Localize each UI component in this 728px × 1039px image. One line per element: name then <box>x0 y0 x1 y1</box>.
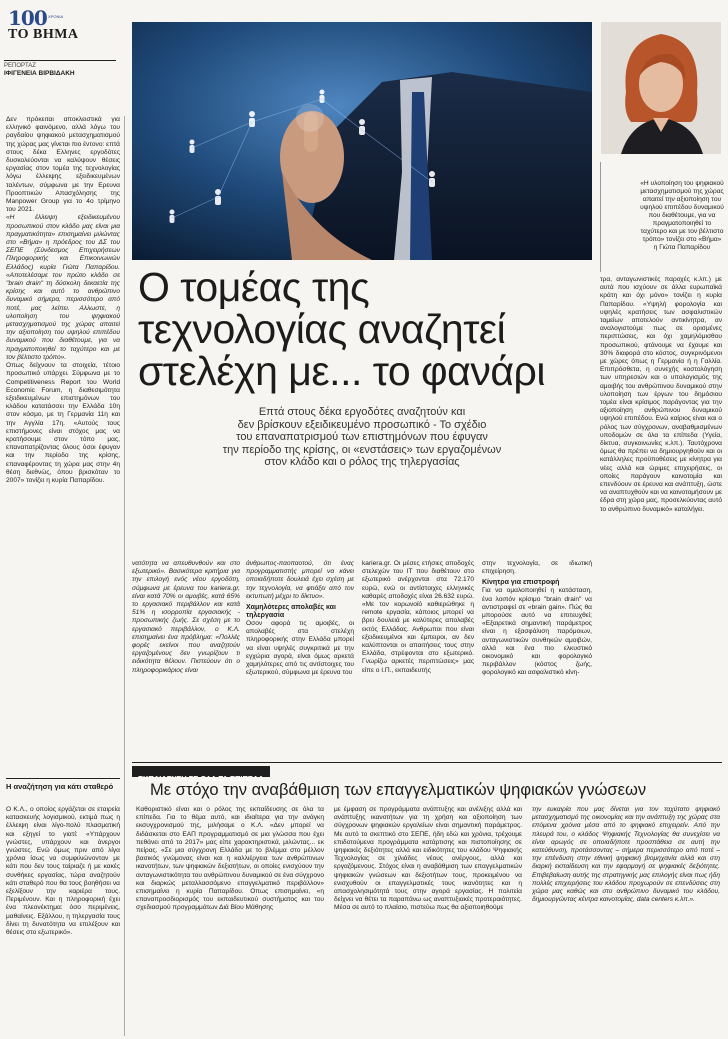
left-subhead: Η αναζήτηση για κάτι σταθερό <box>6 782 114 791</box>
right-column <box>600 276 722 756</box>
masthead-100: 100 <box>8 6 47 30</box>
masthead <box>4 6 124 46</box>
mid-column-2 <box>246 560 354 756</box>
box-kicker <box>132 766 270 783</box>
byline <box>4 63 116 77</box>
masthead-paper: ΤΟ ΒΗΜΑ <box>8 27 79 42</box>
portrait-photo <box>601 22 721 154</box>
standfirst-line: την περίοδο της κρίσης, οι «ενστάσεις» των εργαζομένων <box>222 443 502 456</box>
mid-paragraph-3: kariera.gr. Οι μέσες ετήσιες αποδοχές στελεχών του IT που διαθέτουν στο εξωτερικό ανέρχονται στα 72.170 ευρώ, ενώ οι αντίστοιχες ελληνικές καθαρές αποδοχές είναι 26.632 ευρώ. «Με τον κορωνοϊό καθιερώθηκε η remote εργασία, κάποιος μπορεί να βρει δουλειά με καλύτερες απολαβές εκτός Ελλάδας. Ανθρωποι που είναι εξειδικευμένοι και έμπειροι, αν δεν καλύπτονται οι απαιτήσεις τους στην Ελλάδα, στρέφονται στο εξωτερικό. Γνωρίζω αρκετές περιπτώσεις» μας είπε ο Ι.Π., εκπαιδευτής <box>362 560 474 674</box>
mid-paragraph-1: νατότητα να απευθυνθούν και στο εξωτερικό». Βασικότερα κριτήρια για την επιλογή ενός νέου εργοδότη, σύμφωνα με έρευνα του kariera.gr, είναι κατά 70% οι αμοιβές, κατά 65% το εργασιακό περιβάλλον και κατά 51% η ισορροπία εργασιακής - προσωπικής ζωής. Σε σχέση με το εργασιακό περιβάλλον, ο Κ.Λ. επισημαίνει ένα πρόβλημα: «Πολλές φορές εκείνοι που αναζητούν εργαζομένους δεν γνωρίζουν τι ειδικότητα θέλουν. Πιστεύουν ότι ο πληροφορικάριος είναι <box>132 560 240 674</box>
standfirst-line: του επαναπατρισμού των επιστημόνων που έφυγαν <box>236 431 488 444</box>
byline-author: ΙΦΙΓΕΝΕΙΑ ΒΙΡΒΙΔΑΚΗ <box>4 70 75 77</box>
portrait-svg <box>601 22 721 154</box>
left-column <box>6 116 120 776</box>
standfirst <box>132 406 592 469</box>
mid-paragraph-2b: Οσον αφορά τις αμοιβές, οι απολαβές στα στελέχη πληροφορικής στην Ελλάδα μπορεί να είναι υψηλές συγκριτικά με την εγχώρια αγορά, είναι όμως αρκετά χαμηλότερες από τις αντίστοιχες του εξωτερικού, σύμφωνα με έρευνα του <box>246 620 354 677</box>
standfirst-line: στον κλάδο και ο ρόλος της τηλεργασίας <box>264 456 460 469</box>
hero-image-svg <box>132 22 592 260</box>
byline-label: ΡΕΠΟΡΤΑΖ <box>4 63 36 69</box>
mid-subhead-2: Χαμηλότερες απολαβές και τηλεργασία <box>246 604 336 620</box>
box-paragraph-1: Καθοριστικό είναι και ο ρόλος της εκπαίδευσης σε όλα τα επίπεδα. Για το θέμα αυτό, και ιδιαίτερα για την ανάγκη εκσυγχρονισμού της, μιλήσαμε ο Κ.Λ. «Δεν μπορεί να διδάσκεται στο ΕΑΠ προγραμματισμό σε μια γλώσσα που έχει πεθάνει από το 2017» μας είπε χαρακτηριστικά, μιλώντας... εκ πείρας. «Σε μια σύγχρονη Ελλάδα με το βλέμμα στο μέλλον βασικός γνώμονας είναι και η καλλιέργεια των ανθρώπινων ικανοτήτων, των ψηφιακών δεξιοτήτων, οι οποίες ενισχύουν την ανταγωνιστικότητα του ανθρώπινου δυναμικού σε ένα σύγχρονο και διαρκώς μεταλλασσόμενο επαγγελματικό περιβάλλον» επισημαίνει η κυρία Παπαρίδου. Οπως επισημαίνει, «η επαναπροσδιορισμός του εκπαιδευτικού συστήματος και του σχεδιασμού προγραμμάτων Διά Βίου Μάθησης <box>136 806 324 912</box>
left-paragraph-d: Ο Κ.Λ., ο οποίος εργάζεται σε εταιρεία κατασκευής λογισμικού, εκτιμά πως η έλλειψη είναι λίγο-πολύ πλασματική και εξηγεί το γιατί: «Υπάρχουν γνώστες, υπάρχουν και άνεργοι γνώστες. Ενώ όμως πριν από λίγα χρόνια ίσως να συμφιλιώνονταν με κάτι που δεν τους ταίριαζε ή με κακές συνθήκες εργασίας, τώρα αναζητούν κάτι σταθερό που θα τους βοηθήσει να εξελίξουν την καριέρα τους. Περιμένουν. Και η πληροφορική έχει ένα πλεονέκτημα: όσο περιμένεις, μαθαίνεις. Εξάλλου, η τηλεργασία τους δίνει τη δυνατότητα να επιλέξουν και θέσεις στο εξωτερικό». <box>6 806 120 937</box>
headline <box>132 266 602 392</box>
right-paragraph: τρα, ανταγωνιστικές παροχές κ.λπ.) με αυτά που ισχύουν σε άλλα ευρωπαϊκά κράτη και όχι μόνο» τονίζει η κυρία Παπαρίδου. «Υψηλή φορολογία και υψηλές κρατήσεις των ασφαλιστικών ταμείων αποτελούν αντικίνητρα, αν αναλογιστούμε πως σε ορισμένες περιπτώσεις, και όχι χαμηλόμισθου προσωπικού, φτάνουμε να έχουμε και 30% διαφορά στο κόστος, συγκρινόμενοι με χώρες όπως η Γερμανία ή η Γαλλία. Επιπρόσθετα, η συνεχής κοστολόγηση των υπηρεσιών και ο υπολογισμός της αμοιβής του ανθρώπινου δυναμικού στην υλοποίηση των έργων του δημόσιου τομέα είναι κρίσιμος παράγοντας για την αξιοποίηση ανθρώπινου δυναμικού υψηλού επιπέδου. Ενώ καίριος είναι και ο ρόλος των σύγχρονων, αναβαθμισμένων υποδομών σε όλα τα επίπεδα (Υγεία, δίκτυα, συγκοινωνίες κ.λπ.). Ταυτόχρονα όμως θα πρέπει να δημιουργηθούν και οι κατάλληλες προϋποθέσεις με κίνητρα για νέες αλλά και ώριμες επιχειρήσεις, οι οποίες παράγουν καινοτομία και επενδύουν σε έρευνα και ανάπτυξη, ώστε να αναπτυχθούν και να καινοτομήσουν με έδρα στη χώρα μας, προσελκύοντας αυτό το ανθρώπινο δυναμικό» καταλήγει. <box>600 276 722 513</box>
standfirst-line: δεν βρίσκουν εξειδικευμένο προσωπικό - Το σχέδιο <box>237 418 487 431</box>
mid-column-1 <box>132 560 240 756</box>
box-paragraph-3: την ευκαιρία που μας δίνεται για τον ταχύτατο ψηφιακό μετασχηματισμό της οικονομίας και την ανάπτυξη της χώρας στα επόμενα χρόνια μέσα από το ψηφιακό επιχειρείν. Από την πλευρά του, ο κλάδος Ψηφιακής Τεχνολογίας θα συνεχίσει να είναι αρωγός σε οποιαδήποτε προσπάθεια σε αυτή την κατεύθυνση, προτάσσοντας – σήμερα περισσότερο από ποτέ – την επένδυση στην εθνική ψηφιακή βιομηχανία αλλά και στη διαρκή εκπαίδευση και την εφαρμογή σε ψηφιακές δεξιότητες. Επιβεβαίωση αυτής της στρατηγικής μας επιλογής είναι πως ήδη πολλές επιχειρήσεις του κλάδου προχωρούν σε επενδύσεις στη χώρα μας καθώς και στο ανθρώπινο δυναμικό του κλάδου, δημιουργώντας κέντρα καινοτομίας, data centers κ.λπ.». <box>532 806 720 904</box>
box-title: Με στόχο την αναβάθμιση των επαγγελματικών ψηφιακών γνώσεων <box>150 781 647 799</box>
mid-paragraph-2: άνθρωπος-παοπαοτού, ότι ένας προγραμματιστής μπορεί να κάνει οποιαδήποτε δουλειά έχει σχέση με την τεχνολογία, να φτιάξει από τον εκτυπωτή μέχρι το δίκτυο». <box>246 560 354 600</box>
box-paragraph-2: με έμφαση σε προγράμματα ανάπτυξης και ανέλιξης αλλά και ανάπτυξης ικανοτήτων για τη χρήση και αξιοποίηση των σύγχρονων ψηφιακών εργαλείων είναι σημαντική παράμετρος. Με αυτό το σκεπτικό στο ΣΕΠΕ, ήδη εδώ και χρόνια, τρέχουμε επιδοτούμενα προγράμματα κατάρτισης και πιστοποίησης σε ψηφιακές δεξιότητες αλλά και ειδικότητες του κλάδου Ψηφιακής Τεχνολογίας σε χιλιάδες νέους ανέργους, αλλά και εργαζόμενους. Στόχος είναι η αναβάθμιση των επαγγελματικών ψηφιακών γνώσεων και δεξιοτήτων τους, προκειμένου να ενισχυθούν οι επαγγελματικές τους ικανότητες και η απασχολησιμότητά τους στην αγορά εργασίας. Η πολιτεία δείχνει να θέτει τα παραπάνω ως αναπτυξιακές προτεραιότητες. Μέσα σε αυτό το πλαίσιο, πιστεύω πως θα αξιοποιηθούμε <box>334 806 522 912</box>
mid-paragraph-4b: Για να ομαλοποιηθεί η κατάσταση, ένα λοιπόν κρίσιμο "brain drain" να αντιστραφεί σε «brain gain». Πώς θα μπορούσε αυτό να επιτευχθεί; «Εξαιρετικά σημαντική παράμετρος είναι η εξασφάλιση παρόμοιων, ανταγωνιστικών συνθηκών αμοιβών, αλλά και ένα πιο ελκυστικό οικονομικό και φορολογικό περιβάλλον (κόστος ζωής, φορολογικό και ασφαλιστικό κίνη- <box>482 587 592 677</box>
masthead-small: ΧΡΟΝΙΑ <box>48 14 64 19</box>
box-column-1 <box>136 806 324 1036</box>
left-column-lower <box>6 806 120 1036</box>
box-column-2 <box>334 806 522 1036</box>
headline-line-2: τεχνολογίας αναζητεί <box>138 306 506 352</box>
box-column-3 <box>532 806 720 1036</box>
headline-line-1: Ο τομέας της <box>138 264 370 310</box>
box-kicker-text: ΕΚΠΑΙΔΕΥΣΗ ΣΕ ΟΛΑ ΤΑ ΕΠΙΠΕΔΑ <box>138 774 264 783</box>
mid-paragraph-4: στην τεχνολογία, σε ιδιωτική επιχείρηση. <box>482 560 592 576</box>
left-paragraph-b: «Η έλλειψη εξειδικευμένου προσωπικού στον κλάδο μας είναι μια πραγματικότητα» επισημαίνει μιλώντας στο «Βήμα» η πρόεδρος του ΔΣ του ΣΕΠΕ (Σύνδεσμος Επιχειρήσεων Πληροφορικής και Επικοινωνιών Ελλάδος) κυρία Γιώτα Παπαρίδου. «Αποτελέσαμε τον πρώτο κλάδο σε "brain drain" τη δύσκολη δεκαετία της κρίσης και αυτό το ανθρώπινο δυναμικό σήμερα, περισσότερο από ποτέ, μας λείπει. Αλλωστε, η υλοποίηση του ψηφιακού μετασχηματισμού της χώρας απαιτεί την αξιοποίηση του υψηλού επιπέδου δυναμικού που διαθέτουμε, για να πραγματοποιηθεί το ταχύτερο και με τον βέλτιστο τρόπο». <box>6 214 120 361</box>
left-paragraph-a: Δεν πρόκειται αποκλειστικά για ελληνικό φαινόμενο, αλλά λόγω του ραγδαίου ψηφιακού μετασχηματισμού της χώρας μας γίνεται πιο έντονο: επτά στους δέκα Ελληνες εργοδότες δυσκολεύονται να καλύψουν θέσεις εργασίας στον τομέα της τεχνολογίας λόγω έλλειψης εξειδικευμένων ταλέντων, σύμφωνα με την Ερευνα Προοπτικών Απασχόλησης της Manpower Group για το 4ο τρίμηνο του 2021. <box>6 116 120 214</box>
mid-column-3 <box>362 560 474 756</box>
hero-image <box>132 22 592 260</box>
portrait-caption <box>640 180 724 252</box>
left-paragraph-c: Οπως δείχνουν τα στοιχεία, τέτοιο προσωπικό υπάρχει. Σύμφωνα με το Competitiveness Report του World Economic Forum, η διαθεσιμότητα εξειδικευμένων επιστημόνων του κλάδου κατατάσσει την Ελλάδα 10η στον κόσμο, με τη Γερμανία 11η και την Αγγλία 17η. «Αυτούς τους επιστήμονες είναι στόχος μας να κρατήσουμε στον τόπο μας, επαναπατρίζοντας όλους όσοι έφυγαν και την περίοδο της κρίσης, επαναφέροντας τη χώρα μας στην 4η θέση διεθνώς, όπου βρισκόταν το 2007» τονίζει η κυρία Παπαρίδου. <box>6 362 120 484</box>
headline-line-3: στελέχη με... το φανάρι <box>138 348 545 394</box>
mid-subhead-4: Κίνητρα για επιστροφή <box>482 579 560 587</box>
standfirst-line: Επτά στους δέκα εργοδότες αναζητούν και <box>258 406 466 418</box>
portrait-caption-text: «Η υλοποίηση του ψηφιακού μετασχηματισμού της χώρας απαιτεί την αξιοποίηση του υψηλού επιπέδου δυναμικού που διαθέτουμε, για να πραγματοποιηθεί το ταχύτερο και με τον βέλτιστο τρόπο» τονίζει στο «Βήμα» η Γιώτα Παπαρίδου <box>640 180 724 251</box>
mid-column-4 <box>482 560 592 756</box>
